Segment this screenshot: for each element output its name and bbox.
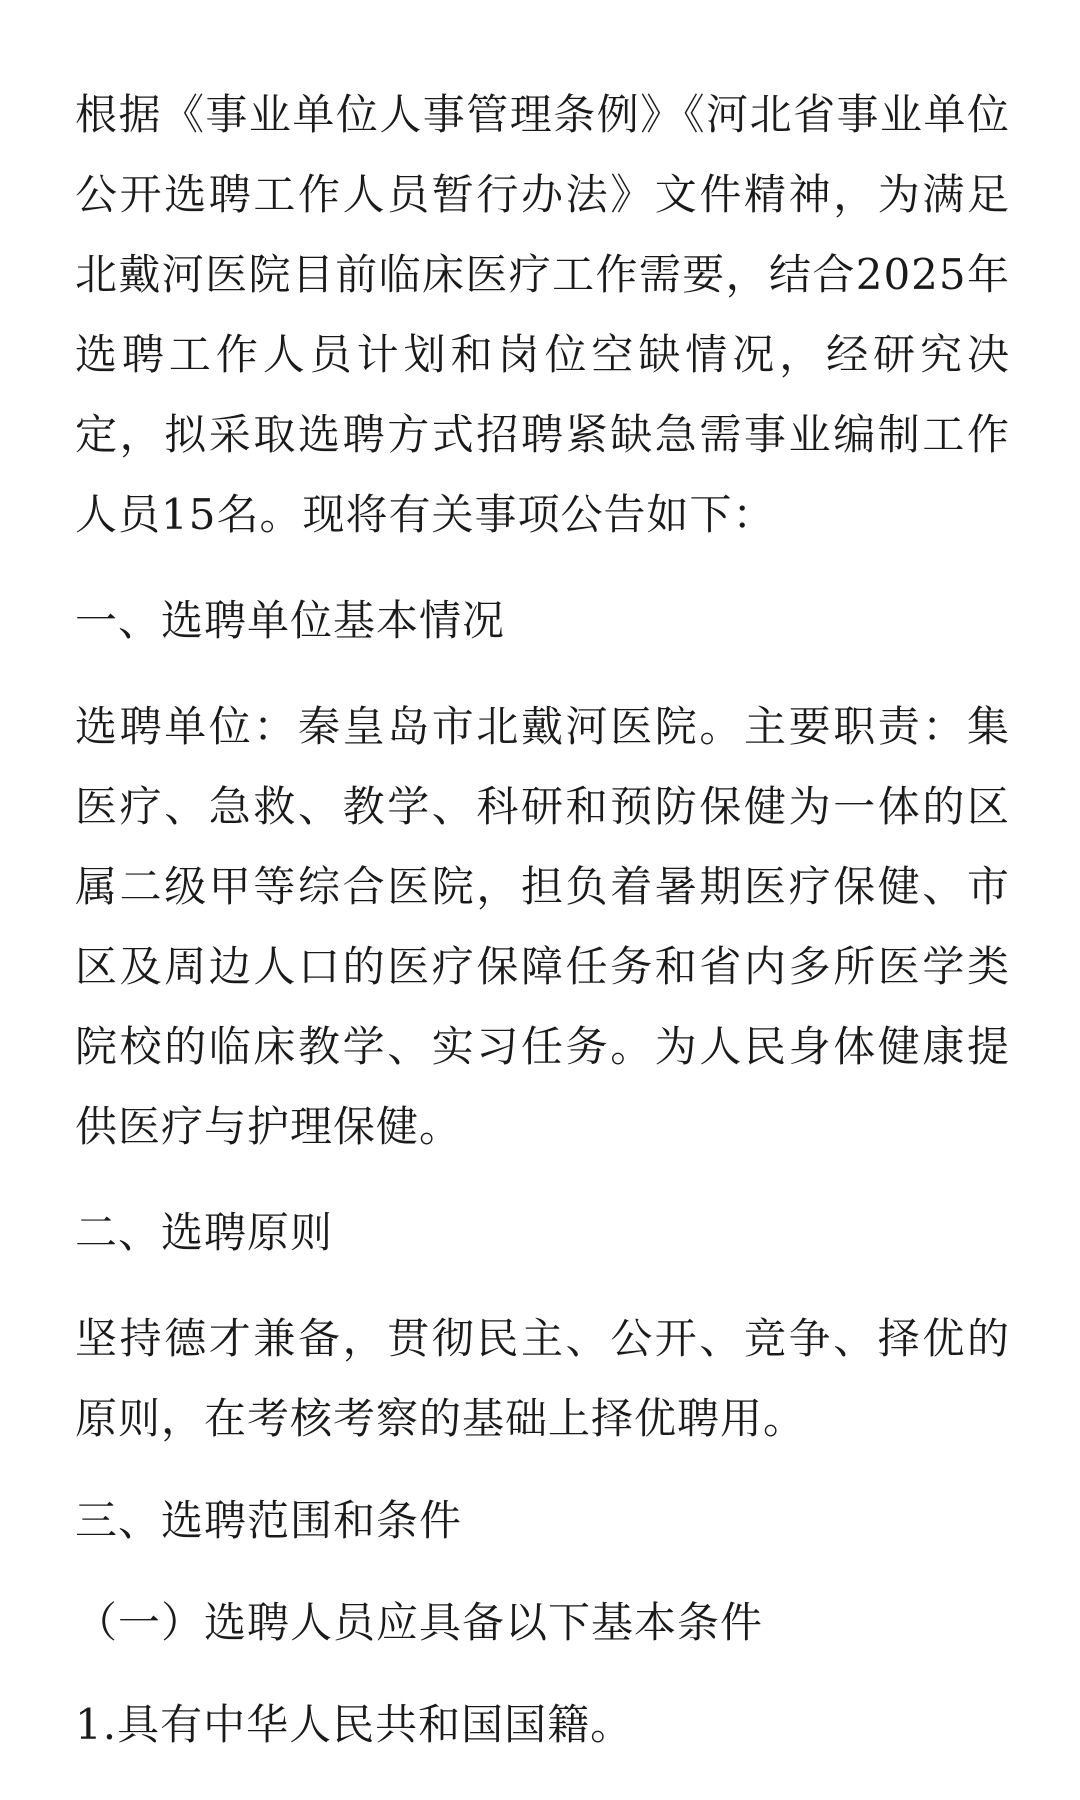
section-3-heading: 三、选聘范围和条件: [75, 1496, 463, 1545]
section-1-heading: 一、选聘单位基本情况: [75, 596, 506, 645]
intro-paragraph: 根据《事业单位人事管理条例》《河北省事业单位公开选聘工作人员暂行办法》文件精神，为满足北戴河医院目前临床医疗工作需要，结合2025年选聘工作人员计划和岗位空缺情况，经研究决定，拟采取选聘方式招聘紧缺急需事业编制工作人员15名。现将有关事项公告如下：: [75, 90, 1010, 539]
list-item-1: 1.具有中华人民共和国国籍。: [75, 1700, 634, 1749]
subsection-1-heading: （一）选聘人员应具备以下基本条件: [75, 1598, 764, 1647]
section-1-body: 选聘单位：秦皇岛市北戴河医院。主要职责：集医疗、急救、教学、科研和预防保健为一体的区属二级甲等综合医院，担负着暑期医疗保健、市区及周边人口的医疗保障任务和省内多所医学类院校的临床教学、实习任务。为人民身体健康提供医疗与护理保健。: [75, 702, 1010, 1151]
section-2-heading: 二、选聘原则: [75, 1208, 334, 1257]
section-2-body: 坚持德才兼备，贯彻民主、公开、竞争、择优的原则，在考核考察的基础上择优聘用。: [75, 1314, 1010, 1443]
